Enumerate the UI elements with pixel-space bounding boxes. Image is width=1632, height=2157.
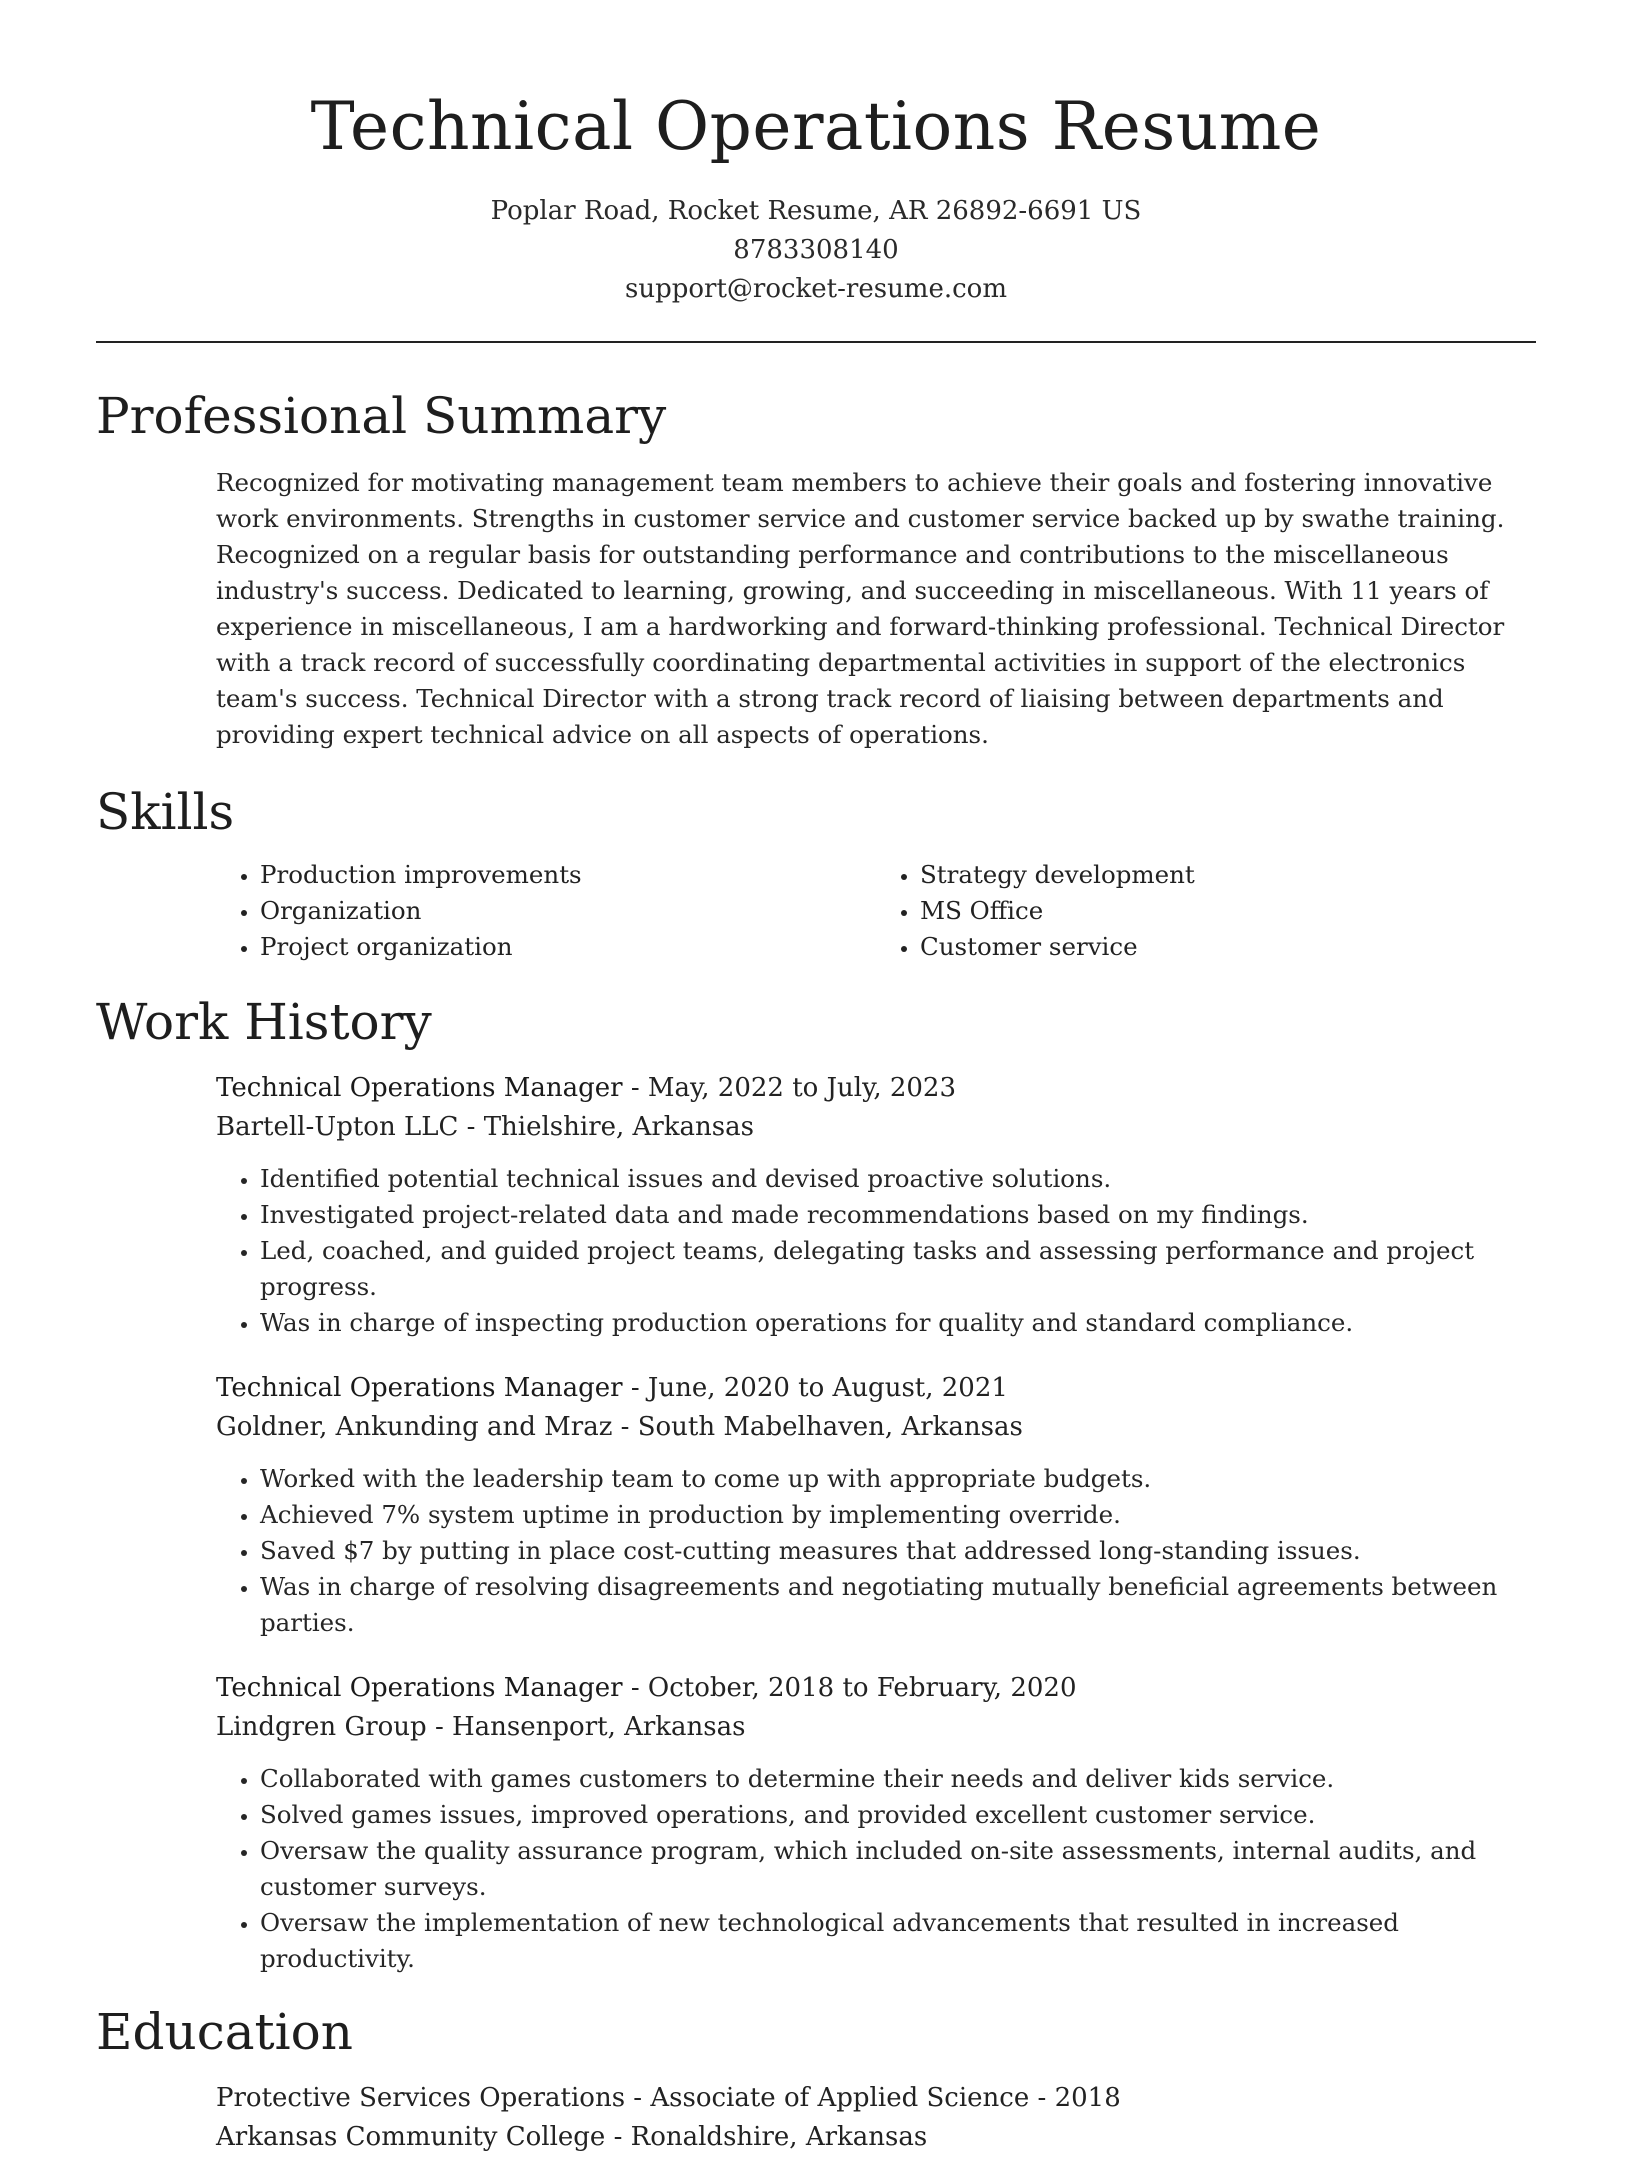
skills-column-left (216, 857, 876, 965)
summary-text: Recognized for motivating management team members to achieve their goals and fostering innovative work environments. Strengths in customer service and customer service backed up by swathe training. Recognized on a regular basis for outstanding performance and contributions to the miscellaneous industry's success. Dedicated to learning, growing, and succeeding in miscellaneous. With 11 years of experience in miscellaneous, I am a hardworking and forward-thinking professional. Technical Director with a track record of successfully coordinating departmental activities in support of the electronics team's success. Technical Director with a strong track record of liaising between departments and providing expert technical advice on all aspects of operations. (216, 468, 1505, 749)
job-bullet: • Achieved 7% system uptime in production by implementing override. (260, 1497, 1536, 1533)
job-header (216, 1669, 1536, 1708)
job-entry (216, 1669, 1536, 1977)
skill-item: • Production improvements (260, 857, 876, 893)
job-bullet: • Collaborated with games customers to determine their needs and deliver kids service. (260, 1761, 1536, 1797)
work-history-section (96, 989, 1536, 1977)
job-dates: - October, 2018 to February, 2020 (622, 1673, 1077, 1703)
skill-item: • MS Office (920, 893, 1536, 929)
education-entry (216, 2079, 1536, 2157)
job-dates: - May, 2022 to July, 2023 (622, 1073, 957, 1103)
job-bullet: • Solved games issues, improved operations, and provided excellent customer service. (260, 1797, 1536, 1833)
job-title: Technical Operations Manager (216, 1673, 623, 1703)
job-employer (216, 1408, 1536, 1447)
skills-column-right (876, 857, 1536, 965)
summary-section (96, 383, 1536, 753)
job-header (216, 1369, 1536, 1408)
job-title: Technical Operations Manager (216, 1373, 623, 1403)
education-school (216, 2118, 1536, 2157)
job-bullet: • Saved $7 by putting in place cost-cutting measures that addressed long-standing issues. (260, 1533, 1536, 1569)
contact-address: Poplar Road, Rocket Resume, AR 26892-6691 US (490, 196, 1142, 226)
skills-section (96, 779, 1536, 965)
job-bullets (216, 1461, 1536, 1641)
degree-field: Protective Services Operations (216, 2083, 626, 2113)
job-bullet: • Worked with the leadership team to come up with appropriate budgets. (260, 1461, 1536, 1497)
job-entry (216, 1069, 1536, 1341)
job-employer (216, 1708, 1536, 1747)
job-title: Technical Operations Manager (216, 1073, 623, 1103)
job-bullet: • Led, coached, and guided project teams, delegating tasks and assessing performance and project progress. (260, 1233, 1536, 1305)
resume-header (96, 0, 1536, 309)
contact-email: support@rocket-resume.com (624, 274, 1007, 304)
job-bullets (216, 1761, 1536, 1977)
skills-heading: Skills (96, 783, 235, 841)
job-location: - South Mabelhaven, Arkansas (612, 1412, 1023, 1442)
job-bullet: • Identified potential technical issues and devised proactive solutions. (260, 1161, 1536, 1197)
header-divider (96, 341, 1536, 343)
job-bullet: • Oversaw the implementation of new technological advancements that resulted in increased productivity. (260, 1905, 1536, 1977)
job-bullet: • Investigated project-related data and made recommendations based on my findings. (260, 1197, 1536, 1233)
skill-item: • Customer service (920, 929, 1536, 965)
resume-title: Technical Operations Resume (310, 88, 1322, 165)
skill-item: • Organization (260, 893, 876, 929)
skill-item: • Project organization (260, 929, 876, 965)
education-heading: Education (96, 2003, 353, 2061)
job-company: Lindgren Group (216, 1712, 427, 1742)
job-bullet: • Oversaw the quality assurance program, which included on-site assessments, internal audits, and customer surveys. (260, 1833, 1536, 1905)
job-dates: - June, 2020 to August, 2021 (622, 1373, 1008, 1403)
job-bullet: • Was in charge of inspecting production operations for quality and standard compliance. (260, 1305, 1536, 1341)
school-name: Arkansas Community College (216, 2122, 606, 2152)
contact-phone: 8783308140 (733, 235, 899, 265)
job-header (216, 1069, 1536, 1108)
job-company: Goldner, Ankunding and Mraz (216, 1412, 613, 1442)
job-bullet: • Was in charge of resolving disagreements and negotiating mutually beneficial agreements between parties. (260, 1569, 1536, 1641)
skills-grid (216, 857, 1536, 965)
job-company: Bartell-Upton LLC (216, 1112, 459, 1142)
school-location: - Ronaldshire, Arkansas (605, 2122, 928, 2152)
job-location: - Hansenport, Arkansas (426, 1712, 746, 1742)
job-employer (216, 1108, 1536, 1147)
contact-block (96, 192, 1536, 309)
skill-item: • Strategy development (920, 857, 1536, 893)
education-section (96, 1999, 1536, 2157)
resume-page (96, 0, 1536, 2157)
degree-detail: - Associate of Applied Science - 2018 (625, 2083, 1121, 2113)
job-location: - Thielshire, Arkansas (458, 1112, 754, 1142)
summary-heading: Professional Summary (96, 387, 667, 445)
education-degree (216, 2079, 1536, 2118)
work-history-heading: Work History (96, 993, 432, 1051)
job-entry (216, 1369, 1536, 1641)
job-bullets (216, 1161, 1536, 1341)
